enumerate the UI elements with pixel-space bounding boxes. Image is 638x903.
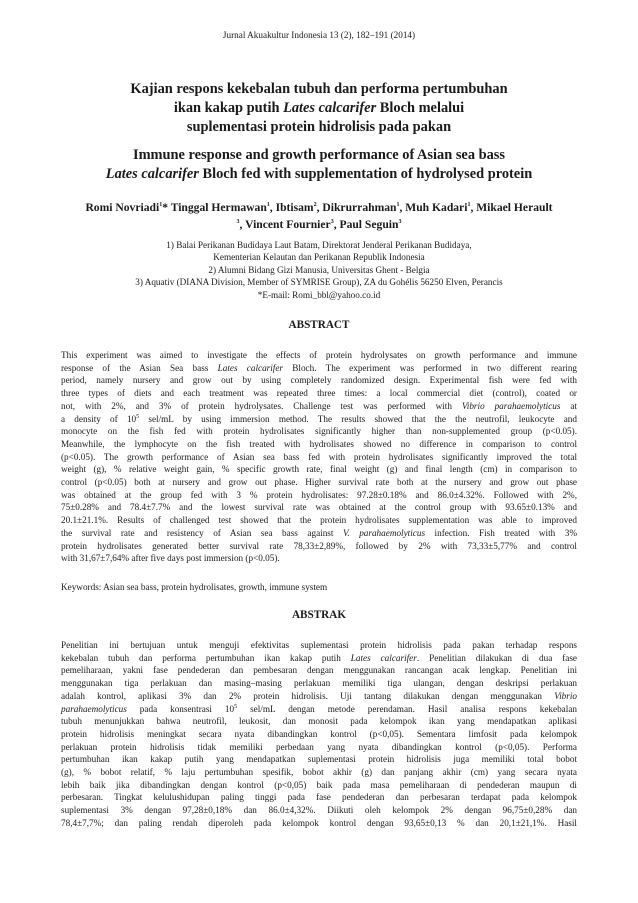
affiliations bbox=[40, 239, 598, 301]
affiliation-line: 2) Alumni Bidang Gizi Manusia, Universitas Ghent - Belgia bbox=[208, 264, 430, 275]
title-id-line3: suplementasi protein hidrolisis pada pakan bbox=[186, 119, 452, 135]
title-id-line1: Kajian respons kekebalan tubuh dan performa pertumbuhan bbox=[130, 81, 508, 97]
abstract-body bbox=[61, 349, 577, 565]
abstrak-line: Penelitian ini bertujuan untuk menguji efektivitas suplementasi protein hidrolisis pada pakan terhadap respons bbox=[61, 640, 577, 650]
affiliation-line: 3) Aquativ (DIANA Division, Member of SYMRISE Group), ZA du Gohélis 56250 Elven, Perancis bbox=[135, 277, 503, 288]
abstrak-line: kekebalan tubuh dan performa pertumbuhan ikan kakap putih Lates calcarifer. Penelitian dilakukan di dua fase bbox=[61, 652, 578, 663]
abstrak-line: adalah kontrol, aplikasi 3% dan 2% protein hidrolisis. Uji tantang dilakukan dengan menggunakan Vibrio bbox=[61, 690, 577, 701]
abstract-line: Meanwhile, the lymphocyte on the fish treated with hydrolisates showed no difference in comparison to control bbox=[61, 438, 577, 449]
title-id-line2 bbox=[60, 99, 578, 118]
author: Dikrurrahman$^1$, bbox=[322, 201, 406, 214]
affiliation-line: 1) Balai Perikanan Budidaya Laut Batam, Direktorat Jenderal Perikanan Budidaya, bbox=[166, 240, 472, 250]
abstrak-line: (g), % bobot relatif, % laju pertumbuhan spesifik, bobot akhir (g) dan panjang akhir (cm) yang secara nyata bbox=[61, 767, 577, 778]
author-line2 bbox=[40, 216, 598, 233]
abstrak-line: protein hidrolisis meningkat secara nyata dibandingkan kontrol (p<0,05). Sementara limfosit pada kelompok bbox=[61, 728, 577, 739]
abstract-line: was obtained at the group fed with 3 % protein hydrolisates: 97.28±0.18% and 86.0±4.32%. Followed with 2%, bbox=[61, 489, 577, 500]
abstrak-line: 78,4±7,7%; dan paling rendah diperoleh pada kelompok kontrol dengan 93,65±0,13 % dan 20,1±21,1%. Hasil bbox=[61, 817, 577, 828]
abstrak-line: perlakuan protein hidrolisis tidak memiliki perbedaan yang nyata dibandingkan kontrol (p<0,05). Performa bbox=[61, 741, 577, 752]
abstract-line: weight (g), % relative weight gain, % specific growth rate, final weight (g) and final length (cm) in comparison to bbox=[61, 464, 577, 475]
title-en-line2-post: Bloch fed with supplementation of hydrolysed protein bbox=[198, 166, 533, 182]
abstract-line: control (p<0.05) both at nursery and grow out phase. Higher survival rate both at the nursery and grow out phase bbox=[61, 477, 577, 488]
abstract-line: (p<0.05). The growth performance of Asian sea bass fed with protein hydrolisates significantly improved the total bbox=[61, 451, 577, 462]
abstrak-body bbox=[61, 639, 577, 830]
abstract-line: protein hydrolisates generated better survival rate 78,33±2,89%, followed by 2% with 73,33±5,77% and control bbox=[61, 540, 577, 551]
author-list bbox=[40, 199, 598, 233]
abstract-line: 75±0.28% and 78.4±7.7% and the lowest survival rate was obtained at the control group with 93.65±0.13% and bbox=[61, 502, 577, 513]
abstract-line: This experiment was aimed to investigate the effects of protein hydrolysates on growth performance and immune bbox=[61, 350, 577, 360]
title-english bbox=[40, 146, 598, 184]
abstrak-line: menggunakan tiga perlakuan dan masing–masing perlakuan memiliki tiga ulangan, dengan deskripsi perlakuan bbox=[61, 678, 577, 689]
abstract-line: response of the Asian Sea bass Lates calcarifer Bloch. The experiment was performed in two different rearing bbox=[61, 362, 578, 373]
abstract-line: with 31,67±7,64% after five days post immersion (p<0.05). bbox=[61, 553, 280, 564]
author: Romi Novriadi$^1$* bbox=[85, 201, 171, 214]
abstrak-line: pemeliharaan, yakni fase pendederan dan pembesaran dengan menggunakan rancangan acak lengkap. Penelitian ini bbox=[61, 665, 577, 676]
author: Paul Seguin$^3$ bbox=[339, 218, 402, 231]
abstrak-line: parahaemolyticus pada konsentrasi $10^5$ sel/mL dengan metode perendaman. Hasil analisa respons kekebalan bbox=[61, 703, 577, 714]
abstrak-line: tubuh menunjukkan bahwa neutrofil, leukosit, dan monosit pada kelompok ikan yang mendapatkan aplikasi bbox=[61, 716, 577, 727]
keywords: Keywords: Asian sea bass, protein hydrolisates, growth, immune system bbox=[61, 582, 328, 592]
title-en-line1: Immune response and growth performance of Asian sea bass bbox=[132, 147, 506, 163]
abstract-heading: ABSTRACT bbox=[288, 319, 350, 331]
title-en-species: Lates calcarifer bbox=[105, 166, 199, 182]
title-id-species: Lates calcarifer bbox=[283, 100, 377, 116]
author: Tinggal Hermawan$^1$, bbox=[170, 201, 276, 214]
abstrak-line: perbesaran. Tingkat kelulushidupan paling tinggi pada fase pendederan dan perbesaran terdapat pada kelompok bbox=[61, 792, 577, 803]
author: Vincent Fournier$^3$, bbox=[245, 218, 340, 231]
author: Ibtisam$^2$, bbox=[275, 201, 323, 214]
author-cont: $^3$, bbox=[236, 218, 246, 231]
abstrak-heading: ABSTRAK bbox=[291, 609, 347, 621]
title-id-line2-post: Bloch melalui bbox=[376, 100, 465, 116]
title-indonesian bbox=[60, 80, 578, 137]
journal-header: Jurnal Akuakultur Indonesia 13 (2), 182–191 (2014) bbox=[222, 30, 416, 40]
abstrak-line: lebih baik jika dibandingkan dengan kontrol (p<0,05) baik pada masa pemeliharaan di pendederan maupun di bbox=[61, 779, 577, 790]
abstract-line: a density of $10^5$ sel/mL by using immersion method. The results showed that the the neutrofil, leukocyte and bbox=[61, 413, 577, 424]
author: Mikael Herault bbox=[476, 201, 553, 214]
author: Muh Kadari$^1$, bbox=[405, 201, 477, 214]
abstrak-line: suplementasi 3% dengan 97,28±0,18% dan 86.0±4,32%. Diikuti oleh kelompok 2% dengan 96,75±0,28% dan bbox=[61, 805, 577, 816]
abstract-line: the survival rate and resistency of Asian sea bass against V. parahaemolyticus infection. Fish treated with 3% bbox=[61, 527, 577, 538]
abstract-line: three types of diets and each treatment was repeated three times: a local commercial diet (control), coated or bbox=[61, 388, 577, 399]
title-en-line2 bbox=[40, 165, 598, 184]
abstract-line: monocyte on the fish fed with protein hydrolisates significantly higher than non-supplemented group (p<0.05). bbox=[61, 426, 577, 437]
abstrak-line: pertumbuhan ikan kakap putih yang mendapatkan suplementasi protein hidrolisis juga memiliki total bobot bbox=[61, 754, 577, 765]
abstract-line: period, namely nursery and grow out by using completely randomized design. Experimental fish were fed with bbox=[61, 375, 577, 386]
author-line1 bbox=[40, 199, 598, 216]
affiliation-line: Kementerian Kelautan dan Perikanan Republik Indonesia bbox=[213, 252, 425, 263]
title-id-line2-pre: ikan kakap putih bbox=[173, 100, 284, 116]
email-line: *E-mail: Romi_bbl@yahoo.co.id bbox=[257, 289, 381, 300]
abstract-line: 20.1±21.1%. Results of challenged test showed that the protein hydrolisates supplementation was able to improved bbox=[61, 515, 577, 526]
abstract-line: not, with 2%, and 3% of protein hydrolysates. Challenge test was performed with Vibrio parahaemolyticus at bbox=[61, 400, 578, 411]
